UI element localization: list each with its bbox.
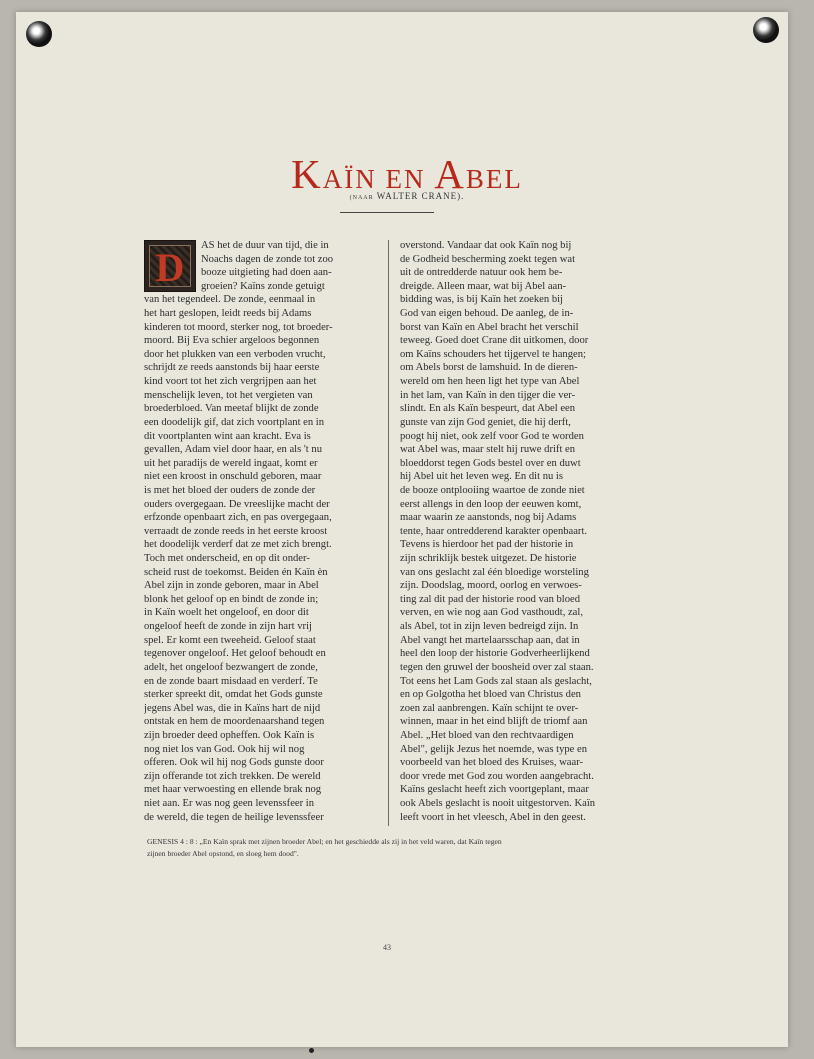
- text-line: maar waarin ze aanstonds, nog bij Adams: [400, 512, 577, 524]
- text-line: erfzonde openbaart zich, en pas overgegaan,: [144, 512, 332, 524]
- text-line: Abel zijn in zonde geboren, maar in Abel: [144, 580, 319, 592]
- text-line: zijn schriklijk bestek uitgezet. De historie: [400, 553, 577, 565]
- text-line: God van eigen behoud. De aanleg, de in-: [400, 308, 574, 320]
- text-line: Kaïns geslacht heeft zich voortgeplant, maar: [400, 784, 589, 796]
- text-line: de booze ontplooiing waartoe de zonde niet: [400, 484, 585, 496]
- text-line: uit de ontredderde natuur ook hem be-: [400, 267, 563, 279]
- text-line: om Kaïns schouders het tijgervel te hangen;: [400, 348, 586, 360]
- text-line: verven, en wie nog aan God vasthoudt, zal,: [400, 607, 583, 619]
- text-line: door vrede met God zou worden aangebracht.: [400, 770, 594, 782]
- text-line: kinderen tot moord, sterker nog, tot broeder-: [144, 321, 333, 333]
- text-line: Abel vangt het martelaarsschap aan, dat in: [400, 634, 580, 646]
- text-line: Abel", gelijk Jezus het noemde, was type en: [400, 743, 588, 755]
- page-title: KAÏN EN ABEL: [291, 151, 523, 197]
- text-line: voorbeeld van het bloed des Kruises, waar-: [400, 757, 584, 769]
- text-line: ouders overgegaan. De vreeslijke macht der: [144, 498, 330, 510]
- text-line: broederbloed. Van meetaf blijkt de zonde: [144, 403, 319, 415]
- text-line: ontstak en hem de moordenaarshand tegen: [144, 716, 325, 728]
- text-line: een doodelijk gif, dat zich voortplant en in: [144, 416, 325, 428]
- text-line: Tevens is hierdoor het pad der historie in: [400, 539, 574, 551]
- text-line: scheid rust de toekomst. Beiden én Kaïn èn: [144, 566, 328, 578]
- text-line: zoen zal aanbrengen. Kaïn schijnt te over-: [400, 702, 579, 714]
- text-line: bidding was, is bij Kaïn het zoeken bij: [400, 294, 563, 306]
- text-line: uit het paradijs de wereld ingaat, komt er: [144, 457, 318, 469]
- text-line: zijn. Doodslag, moord, oorlog en verwoes-: [400, 580, 582, 592]
- text-line: borst van Kaïn en Abel bracht het verschil: [400, 321, 579, 333]
- text-line: bloeddorst tegen Gods bestel over en duwt: [400, 457, 581, 469]
- push-pin-icon: [753, 17, 779, 43]
- text-line: Tot eens het Lam Gods zal staan als geslacht,: [400, 675, 592, 687]
- text-line: hij Abel uit het leven weg. En dit nu is: [400, 471, 564, 483]
- text-line: en op Golgotha het bloed van Christus den: [400, 689, 581, 701]
- text-line: sterker spreekt dit, omdat het Gods gunste: [144, 689, 323, 701]
- text-line: tegen den gruwel der boosheid over zal staan.: [400, 661, 594, 673]
- text-line: niet aan. Er was nog geen levenssfeer in: [144, 797, 315, 809]
- ink-dot: [309, 1048, 314, 1053]
- text-line: verraadt de zonde reeds in het eerste kroost: [144, 525, 328, 537]
- text-line: ook Abels geslacht is nooit uitgestorven. Kaïn: [400, 797, 596, 809]
- text-line: winnen, maar in het eind blijft de triomf aan: [400, 716, 588, 728]
- text-line: als Abel, tot in zijn leven bedreigd zijn. In: [400, 621, 579, 633]
- push-pin-icon: [26, 21, 52, 47]
- text-line: heel den loop der historie Godverheerlijkend: [400, 648, 590, 660]
- text-line: overstond. Vandaar dat ook Kaïn nog bij: [400, 240, 572, 251]
- text-line: teweeg. Goed doet Crane dit uitkomen, door: [400, 335, 589, 347]
- text-line: schrijdt ze reeds aanstonds bij haar eerste: [144, 362, 320, 374]
- text-line: moord. Bij Eva schier argeloos begonnen: [144, 335, 320, 347]
- text-line: zijn broeder deed opheffen. Ook Kaïn is: [144, 729, 315, 741]
- page-subtitle: (NAAR WALTER CRANE).: [349, 191, 465, 201]
- text-line: de Godheid bescherming zoekt tegen wat: [400, 253, 576, 265]
- text-line: is met het bloed der ouders de zonde der: [144, 484, 316, 496]
- text-line: van ons geslacht zal één bloedige worsteling: [400, 566, 589, 578]
- text-line: spel. Er komt een tweeheid. Geloof staat: [144, 634, 316, 646]
- column-divider: [388, 240, 389, 826]
- text-line: Noachs dagen de zonde tot zoo: [201, 253, 334, 265]
- text-line: het hart geslopen, leidt reeds bij Adams: [144, 308, 312, 320]
- text-line: leeft voort in het vleesch, Abel in den geest.: [400, 811, 586, 823]
- text-line: tente, haar ontredderend karakter openbaart.: [400, 525, 588, 537]
- text-column-right: [400, 239, 638, 824]
- text-line: en de zonde baart misdaad en verderf. Te: [144, 675, 318, 687]
- text-column-left: [144, 239, 382, 824]
- text-line: het doodelijk verderf dat ze met zich brengt.: [144, 539, 332, 551]
- text-line: booze uitgieting had doen aan-: [201, 267, 332, 279]
- text-line: door het plukken van een verboden vrucht,: [144, 348, 326, 360]
- text-line: dreigde. Alleen maar, wat bij Abel aan-: [400, 280, 567, 292]
- text-line: om Abels borst de lamshuid. In de dieren-: [400, 362, 578, 374]
- text-line: blonk het geloof op en bindt de zonde in;: [144, 593, 319, 605]
- text-line: poogt hij niet, ook zelf voor God te worden: [400, 430, 584, 442]
- text-line: menschelijk leven, tot het vergieten van: [144, 389, 313, 401]
- text-line: van het tegendeel. De zonde, eenmaal in: [144, 294, 316, 306]
- text-line: niet een kroost in onschuld geboren, maar: [144, 471, 322, 483]
- text-line: jegens Abel was, die in Kaïns hart de nijd: [144, 702, 321, 714]
- text-line: met haar verwoesting en ellende brak nog: [144, 784, 322, 796]
- text-line: ongeloof heeft de zonde in zijn hart vrij: [144, 621, 312, 633]
- text-line: zijnen broeder Abel opstond, en sloeg hem dood".: [147, 849, 299, 858]
- text-line: Toch met onderscheid, en op dit onder-: [144, 553, 310, 565]
- text-line: gevallen, Adam viel door haar, en als 't nu: [144, 444, 322, 456]
- text-line: Abel. „Het bloed van den rechtvaardigen: [400, 729, 574, 741]
- text-line: tegenover ongeloof. Het geloof behoudt en: [144, 648, 326, 660]
- footnote: [147, 836, 647, 860]
- text-line: adelt, het ongeloof bezwangert de zonde,: [144, 661, 318, 673]
- text-line: gunste van zijn God geniet, die hij derft,: [400, 416, 571, 428]
- text-line: groeien? Kaïns zonde getuigt: [201, 280, 325, 292]
- text-line: in Kaïn woelt het ongeloof, en door dit: [144, 607, 309, 619]
- text-line: zijn offerande tot zich trekken. De wereld: [144, 770, 321, 782]
- text-line: eerst allengs in den loop der eeuwen komt,: [400, 498, 582, 510]
- text-line: AS het de duur van tijd, die in: [201, 240, 329, 251]
- text-line: de wereld, die tegen de heilige levenssfeer: [144, 811, 324, 823]
- text-line: wat Abel was, maar stelt hij ruwe drift en: [400, 444, 576, 456]
- text-line: nog niet los van God. Ook hij wil nog: [144, 743, 305, 755]
- text-line: wereld om hen heen ligt het type van Abel: [400, 376, 580, 388]
- text-line: in het lam, van Kaïn in den tijger die ver-: [400, 389, 576, 401]
- initial-letter: D: [155, 245, 185, 290]
- text-line: kind voort tot het zich vergrijpen aan het: [144, 376, 317, 388]
- text-line: slindt. En als Kaïn bespeurt, dat Abel een: [400, 403, 576, 415]
- text-line: offeren. Ook wil hij nog Gods gunste door: [144, 757, 324, 769]
- text-line: dit voortplanten wint aan kracht. Eva is: [144, 430, 311, 442]
- page-number: 43: [383, 943, 391, 952]
- text-line: ting zal dit pad der historie rood van bloed: [400, 593, 581, 605]
- text-line: GENESIS 4 : 8 : „En Kaïn sprak met zijnen broeder Abel; en het geschiedde als zij in het veld waren, dat Kaïn tegen: [147, 837, 502, 846]
- title-rule: [340, 212, 434, 213]
